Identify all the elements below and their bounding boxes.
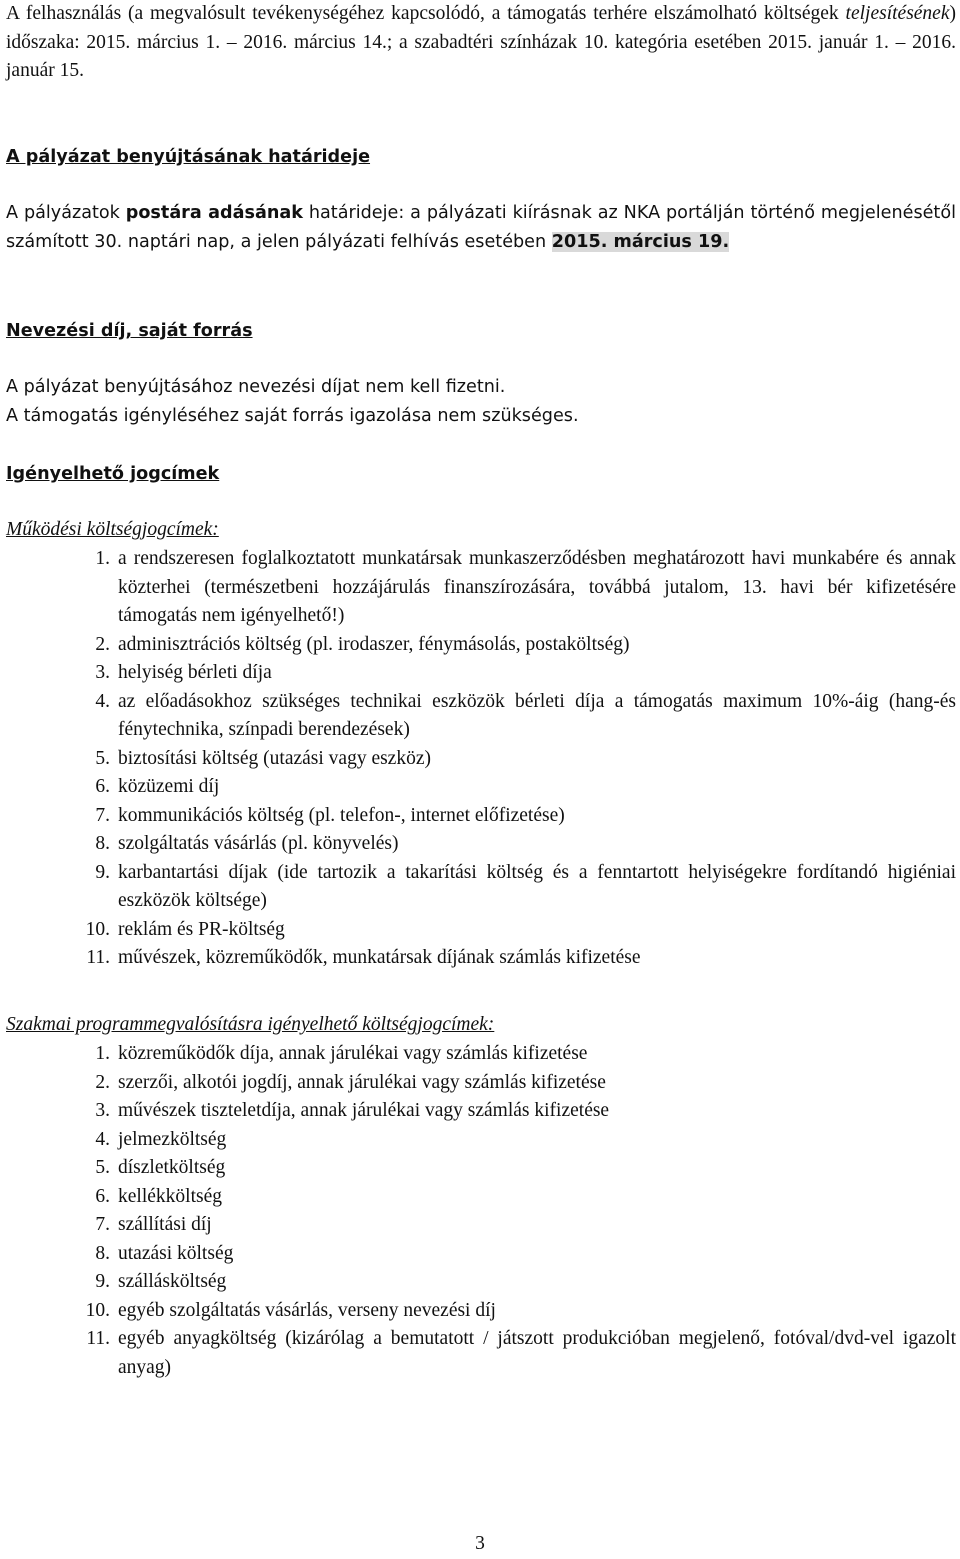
- intro-paragraph: [6, 0, 956, 86]
- list-item: [6, 916, 956, 945]
- list-item-text: kellékköltség: [118, 1185, 222, 1207]
- list-item: [6, 1297, 956, 1326]
- list-item-number: 8.: [95, 1242, 110, 1264]
- fee-line-2: A támogatás igényléséhez saját forrás igazolása nem szükséges.: [6, 406, 579, 426]
- deadline-date: 2015. március 19.: [551, 231, 730, 252]
- list-item-number: 4.: [95, 1128, 110, 1150]
- list-item-number: 7.: [95, 1214, 110, 1235]
- list-item-number: 3.: [95, 1100, 110, 1121]
- list-item-number: 11.: [86, 947, 110, 968]
- list-item-number: 1.: [95, 1043, 110, 1064]
- list-item: [6, 802, 956, 831]
- deadline-heading: A pályázat benyújtásának határideje: [6, 147, 371, 167]
- list-item-number: 11.: [86, 1328, 110, 1349]
- list-item-number: 5.: [95, 1157, 110, 1178]
- list-item: [6, 1154, 956, 1183]
- list-item-text: művészek, közreműködők, munkatársak díjának számlás kifizetése: [118, 947, 641, 968]
- list-item-number: 6.: [95, 1185, 110, 1207]
- list-item-text: egyéb szolgáltatás vásárlás, verseny nevezési díj: [118, 1299, 496, 1321]
- intro-text-1: A felhasználás (a megvalósult tevékenységéhez kapcsolódó, a támogatás terhére elszámolható költségek: [6, 3, 846, 24]
- fee-heading: Nevezési díj, saját forrás: [6, 321, 253, 341]
- list-item: [6, 545, 956, 631]
- list-item: [6, 1069, 956, 1098]
- professional-cost-list: [6, 1040, 956, 1382]
- list-item: [6, 1040, 956, 1069]
- list-item: [6, 1183, 956, 1212]
- list-item-number: 3.: [95, 662, 110, 683]
- list-item: [6, 659, 956, 688]
- list-item-text: a rendszeresen foglalkoztatott munkatársak munkaszerződésben meghatározott havi munkabére és annak közterhei (természetbeni hozzájárulás finanszírozására, továbbá jutalom, 13. havi bér kifizetésére támogatás nem igényelhető!): [118, 548, 956, 626]
- list-item-number: 2.: [95, 1071, 110, 1093]
- list-item: [6, 688, 956, 745]
- list-item: [6, 1325, 956, 1382]
- intro-text-italic: teljesítésének: [845, 3, 950, 24]
- list-item: [6, 944, 956, 973]
- list-item-text: szolgáltatás vásárlás (pl. könyvelés): [118, 833, 399, 854]
- list-item-number: 4.: [95, 690, 110, 712]
- list-item-text: az előadásokhoz szükséges technikai eszközök bérleti díja a támogatás maximum 10%-áig (hang-és fénytechnika, színpadi berendezések): [118, 690, 956, 740]
- deadline-text-mid: határideje: a pályázati kiírásnak az NKA portálján történő megjelenésétől számított 30. naptári nap, a jelen pályázati felhívás esetében: [6, 203, 956, 252]
- deadline-paragraph: [6, 199, 956, 256]
- list-item: [6, 1211, 956, 1240]
- list-item: [6, 745, 956, 774]
- titles-heading: Igényelhető jogcímek: [6, 464, 220, 484]
- list-item-text: adminisztrációs költség (pl. irodaszer, fénymásolás, postaköltség): [118, 633, 630, 655]
- list-item-text: közüzemi díj: [118, 776, 220, 797]
- list-item: [6, 1097, 956, 1126]
- list-item-number: 6.: [95, 776, 110, 797]
- fee-line-1: A pályázat benyújtásához nevezési díjat nem kell fizetni.: [6, 377, 506, 397]
- list-item-text: szállítási díj: [118, 1214, 212, 1235]
- list-item-text: helyiség bérleti díja: [118, 662, 272, 683]
- list-item-number: 9.: [95, 1271, 110, 1292]
- list-item: [6, 773, 956, 802]
- intro-text-2: ) időszaka: 2015. március 1. – 2016. március 14.; a szabadtéri színházak 10. kategória esetében 2015. január 1. – 2016. január 15.: [6, 3, 956, 81]
- list-item-text: művészek tiszteletdíja, annak járulékai vagy számlás kifizetése: [118, 1100, 610, 1121]
- list-item-number: 5.: [95, 747, 110, 769]
- list-item-number: 7.: [95, 804, 110, 826]
- page-number: 3: [475, 1533, 485, 1554]
- list-item: [6, 830, 956, 859]
- list-item: [6, 631, 956, 660]
- list-item-text: díszletköltség: [118, 1157, 226, 1178]
- list-item-text: egyéb anyagköltség (kizárólag a bemutatott / játszott produkcióban megjelenő, fotóval/dvd-vel igazolt anyag): [118, 1328, 956, 1378]
- list-item-number: 1.: [95, 548, 110, 569]
- operating-cost-list: [6, 545, 956, 973]
- list-item-number: 2.: [95, 633, 110, 655]
- list-item-number: 9.: [95, 861, 110, 883]
- list-item: [6, 859, 956, 916]
- list-item-number: 10.: [85, 918, 110, 940]
- list-item-text: jelmezköltség: [118, 1128, 227, 1150]
- deadline-text-pre: A pályázatok: [6, 203, 126, 223]
- list-item-text: közreműködők díja, annak járulékai vagy számlás kifizetése: [118, 1043, 588, 1064]
- list-item-text: szerzői, alkotói jogdíj, annak járulékai vagy számlás kifizetése: [118, 1071, 606, 1093]
- deadline-text-bold: postára adásának: [125, 203, 303, 223]
- list-item: [6, 1240, 956, 1269]
- list-item-text: szállásköltség: [118, 1271, 227, 1292]
- list-item-number: 8.: [95, 833, 110, 854]
- list-item-number: 10.: [85, 1299, 110, 1321]
- list-item-text: kommunikációs költség (pl. telefon-, internet előfizetése): [118, 804, 565, 826]
- list-item: [6, 1268, 956, 1297]
- list-item-text: utazási költség: [118, 1242, 234, 1264]
- list-item-text: biztosítási költség (utazási vagy eszköz): [118, 747, 431, 769]
- list-item-text: reklám és PR-költség: [118, 918, 285, 940]
- list-item-text: karbantartási díjak (ide tartozik a takarítási költség és a fenntartott helyiségekre fordítandó higiéniai eszközök költsége): [118, 861, 956, 911]
- professional-subheading: Szakmai programmegvalósításra igényelhető költségjogcímek:: [6, 1014, 495, 1035]
- operating-subheading: Működési költségjogcímek:: [6, 519, 219, 540]
- list-item: [6, 1126, 956, 1155]
